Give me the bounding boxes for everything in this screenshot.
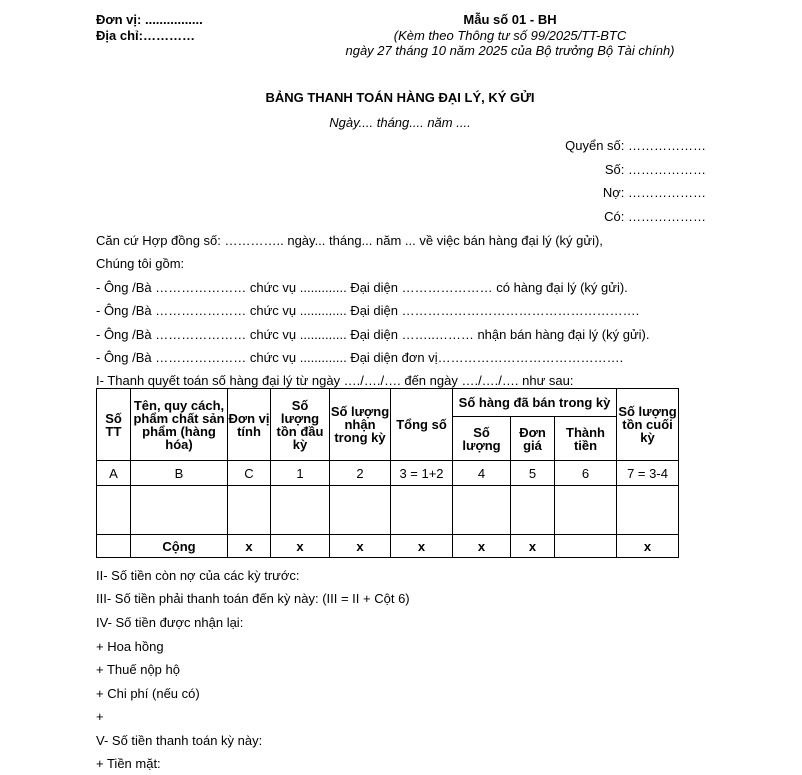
header-unit: Đơn vị tính (228, 389, 271, 461)
code-cell: A (97, 461, 131, 486)
code-row (97, 461, 679, 486)
section-2: II- Số tiền còn nợ của các kỳ trước: (96, 568, 300, 583)
header-closing-qty: Số lượng tồn cuối kỳ (617, 389, 679, 461)
circular-date: ngày 27 tháng 10 năm 2025 của Bộ trưởng Bộ Tài chính) (345, 43, 675, 58)
empty-cell (453, 486, 511, 535)
code-cell: B (131, 461, 228, 486)
section-4-item-commission: + Hoa hồng (96, 639, 164, 654)
section-4-item-tax: + Thuế nộp hộ (96, 662, 180, 677)
data-row-empty (97, 486, 679, 535)
address-label: Địa chỉ:………… (96, 28, 195, 43)
debit-account: Nợ: ……………… (602, 185, 706, 200)
empty-cell (617, 486, 679, 535)
document-number: Số: ……………… (604, 162, 706, 177)
unit-label: Đơn vị: ................ (96, 12, 203, 27)
code-cell: 7 = 3-4 (617, 461, 679, 486)
section-4-item-other: + (96, 709, 104, 724)
person-line-1: - Ông /Bà ………………… chức vụ ............. Đại diện ………………… có hàng đại lý (ký gửi). (96, 280, 628, 295)
total-row (97, 535, 679, 558)
code-cell: C (228, 461, 271, 486)
person-line-2: - Ông /Bà ………………… chức vụ ............. Đại diện ………………………………………………. (96, 303, 640, 318)
code-cell: 6 (555, 461, 617, 486)
header-sold-group: Số hàng đã bán trong kỳ (453, 389, 617, 417)
total-cell: x (617, 535, 679, 558)
header-stt: Số TT (97, 389, 131, 461)
total-cell: x (330, 535, 391, 558)
settlement-table (96, 388, 679, 558)
empty-cell (330, 486, 391, 535)
header-amount: Thành tiền (555, 417, 617, 461)
empty-cell (391, 486, 453, 535)
book-number: Quyển số: ……………… (565, 138, 706, 153)
total-cell: x (391, 535, 453, 558)
code-cell: 1 (271, 461, 330, 486)
header-unit-price: Đơn giá (511, 417, 555, 461)
total-cell: x (511, 535, 555, 558)
empty-cell (97, 486, 131, 535)
person-line-4: - Ông /Bà ………………… chức vụ ............. Đại diện đơn vị……………………………………. (96, 350, 624, 365)
section-4-item-cost: + Chi phí (nếu có) (96, 686, 200, 701)
total-cell: x (453, 535, 511, 558)
person-line-3: - Ông /Bà ………………… chức vụ ............. Đại diện ……..……… nhận bán hàng đại lý (ký gửi). (96, 327, 650, 342)
date-line: Ngày.... tháng.... năm .... (329, 115, 471, 130)
header-total: Tổng số (391, 389, 453, 461)
total-label: Cộng (131, 535, 228, 558)
section-4: IV- Số tiền được nhận lại: (96, 615, 244, 630)
circular-reference: (Kèm theo Thông tư số 99/2025/TT-BTC (393, 28, 627, 43)
empty-cell (228, 486, 271, 535)
form-number: Mẫu số 01 - BH (463, 12, 557, 27)
code-cell: 2 (330, 461, 391, 486)
section-3: III- Số tiền phải thanh toán đến kỳ này: (III = II + Cột 6) (96, 591, 410, 606)
code-cell: 3 = 1+2 (391, 461, 453, 486)
code-cell: 4 (453, 461, 511, 486)
total-cell (97, 535, 131, 558)
section-5: V- Số tiền thanh toán kỳ này: (96, 733, 263, 748)
header-opening-qty: Số lượng tồn đầu kỳ (271, 389, 330, 461)
we-include: Chúng tôi gồm: (96, 256, 185, 271)
section-5-item-cash: + Tiền mặt: (96, 756, 161, 771)
code-cell: 5 (511, 461, 555, 486)
contract-basis: Căn cứ Hợp đồng số: ………….. ngày... tháng... năm ... về việc bán hàng đại lý (ký gửi), (96, 233, 603, 248)
total-cell: x (228, 535, 271, 558)
header-received-qty: Số lượng nhận trong kỳ (330, 389, 391, 461)
header-sold-qty: Số lượng (453, 417, 511, 461)
empty-cell (131, 486, 228, 535)
total-cell: x (271, 535, 330, 558)
empty-cell (555, 486, 617, 535)
credit-account: Có: ……………… (604, 209, 706, 224)
empty-cell (271, 486, 330, 535)
header-product-name: Tên, quy cách, phẩm chất sản phẩm (hàng hóa) (131, 389, 228, 461)
section-1-heading: I- Thanh quyết toán số hàng đại lý từ ngày …./…./…. đến ngày …./…./…. như sau: (96, 373, 574, 388)
document-title: BẢNG THANH TOÁN HÀNG ĐẠI LÝ, KÝ GỬI (265, 90, 535, 105)
total-cell (555, 535, 617, 558)
empty-cell (511, 486, 555, 535)
